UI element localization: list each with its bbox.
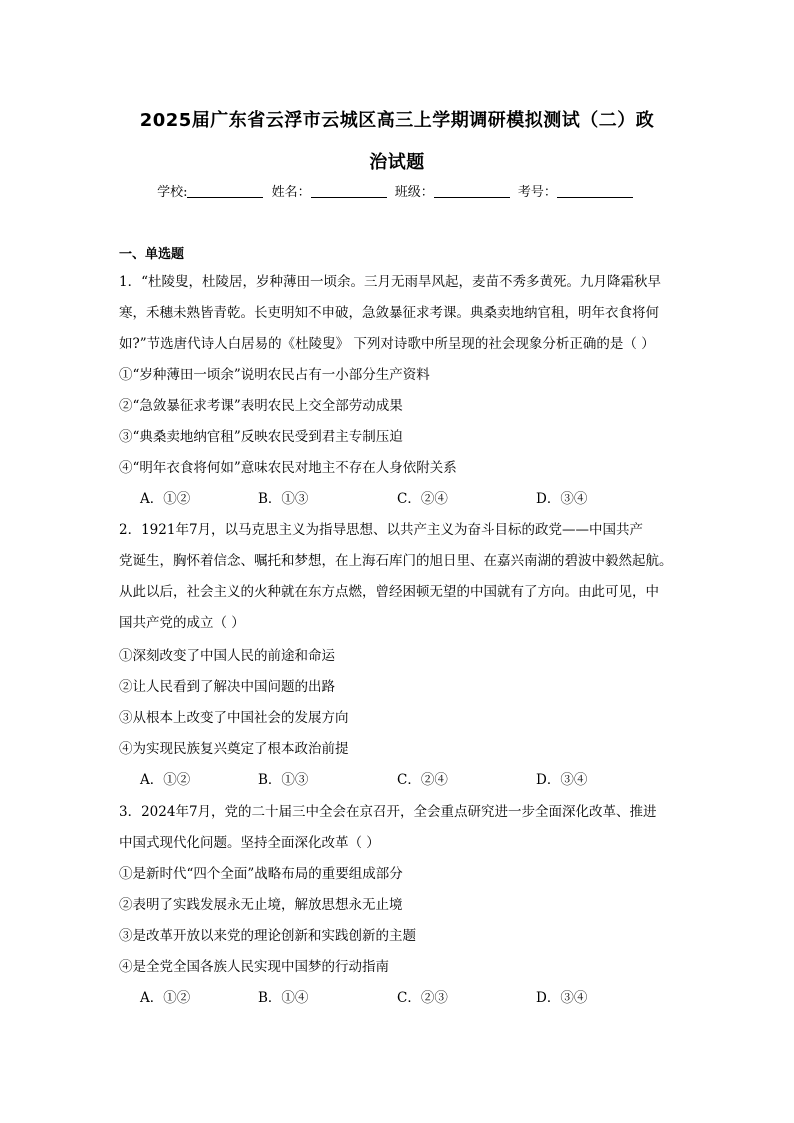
q1-stem-line: 1．“杜陵叟，杜陵居，岁种薄田一顷余。三月无雨旱风起，麦苗不秀多黄死。九月降霜秋早 bbox=[119, 274, 661, 290]
q2-stem-line: 2．1921年7月，以马克思主义为指导思想、以共产主义为奋斗目标的政党——中国共产 bbox=[119, 522, 644, 538]
student-info-row bbox=[0, 181, 794, 200]
exam-number-label: 考号： bbox=[517, 185, 557, 200]
q1-statement: ④“明年衣食将何如”意味农民对地主不存在人身依附关系 bbox=[119, 460, 457, 476]
q2-statement: ③从根本上改变了中国社会的发展方向 bbox=[119, 710, 349, 726]
school-label: 学校: bbox=[157, 185, 188, 200]
q3-stem-line: 3．2024年7月，党的二十届三中全会在京召开，全会重点研究进一步全面深化改革、推进 bbox=[119, 804, 657, 820]
q2-option-b[interactable]: B．①③ bbox=[258, 772, 309, 788]
q2-statement: ②让人民看到了解决中国问题的出路 bbox=[119, 679, 335, 695]
q1-option-d[interactable]: D．③④ bbox=[536, 491, 588, 507]
class-blank[interactable] bbox=[434, 185, 510, 198]
exam-title-line-2: 治试题 bbox=[369, 152, 425, 173]
q2-stem-line: 从此以后，社会主义的火种就在东方点燃，曾经困顿无望的中国就有了方向。由此可见，中 bbox=[119, 584, 659, 600]
q2-option-a[interactable]: A．①② bbox=[140, 772, 191, 788]
q1-option-c[interactable]: C．②④ bbox=[397, 491, 448, 507]
class-label: 班级： bbox=[394, 185, 434, 200]
school-blank[interactable] bbox=[187, 185, 263, 198]
q3-option-b[interactable]: B．①④ bbox=[258, 990, 309, 1006]
exam-number-blank[interactable] bbox=[557, 185, 633, 198]
q3-stem-line: 中国式现代化问题。坚持全面深化改革（ ） bbox=[119, 835, 380, 851]
exam-title-line-1: 2025届广东省云浮市云城区高三上学期调研模拟测试（二）政 bbox=[139, 110, 655, 131]
q2-statement: ①深刻改变了中国人民的前途和命运 bbox=[119, 648, 335, 664]
q3-statement: ③是改革开放以来党的理论创新和实践创新的主题 bbox=[119, 928, 416, 944]
name-blank[interactable] bbox=[311, 185, 387, 198]
name-label: 姓名： bbox=[271, 185, 311, 200]
q3-statement: ①是新时代“四个全面”战略布局的重要组成部分 bbox=[119, 866, 403, 882]
q2-option-d[interactable]: D．③④ bbox=[536, 772, 588, 788]
q1-statement: ①“岁种薄田一顷余”说明农民占有一小部分生产资料 bbox=[119, 367, 430, 383]
q3-statement: ②表明了实践发展永无止境，解放思想永无止境 bbox=[119, 897, 403, 913]
q1-statement: ③“典桑卖地纳官租”反映农民受到君主专制压迫 bbox=[119, 429, 403, 445]
q2-stem-line: 国共产党的成立（ ） bbox=[119, 615, 245, 631]
q2-statement: ④为实现民族复兴奠定了根本政治前提 bbox=[119, 741, 349, 757]
q3-option-d[interactable]: D．③④ bbox=[536, 990, 588, 1006]
q3-option-c[interactable]: C．②③ bbox=[397, 990, 448, 1006]
q1-stem-line: 如?”节选唐代诗人白居易的《杜陵叟》 下列对诗歌中所呈现的社会现象分析正确的是（ ） bbox=[119, 336, 655, 352]
q1-option-a[interactable]: A．①② bbox=[140, 491, 191, 507]
q3-statement: ④是全党全国各族人民实现中国梦的行动指南 bbox=[119, 959, 389, 975]
q1-statement: ②“急敛暴征求考课”表明农民上交全部劳动成果 bbox=[119, 398, 403, 414]
q2-stem-line: 党诞生，胸怀着信念、嘱托和梦想，在上海石库门的旭日里、在嘉兴南湖的碧波中毅然起航。 bbox=[119, 553, 673, 569]
q2-option-c[interactable]: C．②④ bbox=[397, 772, 448, 788]
q1-stem-line: 寒，禾穗未熟皆青乾。长吏明知不申破，急敛暴征求考课。典桑卖地纳官租，明年衣食将何 bbox=[119, 305, 659, 321]
q3-option-a[interactable]: A．①② bbox=[140, 990, 191, 1006]
q1-option-b[interactable]: B．①③ bbox=[258, 491, 309, 507]
section-title: 一、单选题 bbox=[119, 247, 185, 262]
